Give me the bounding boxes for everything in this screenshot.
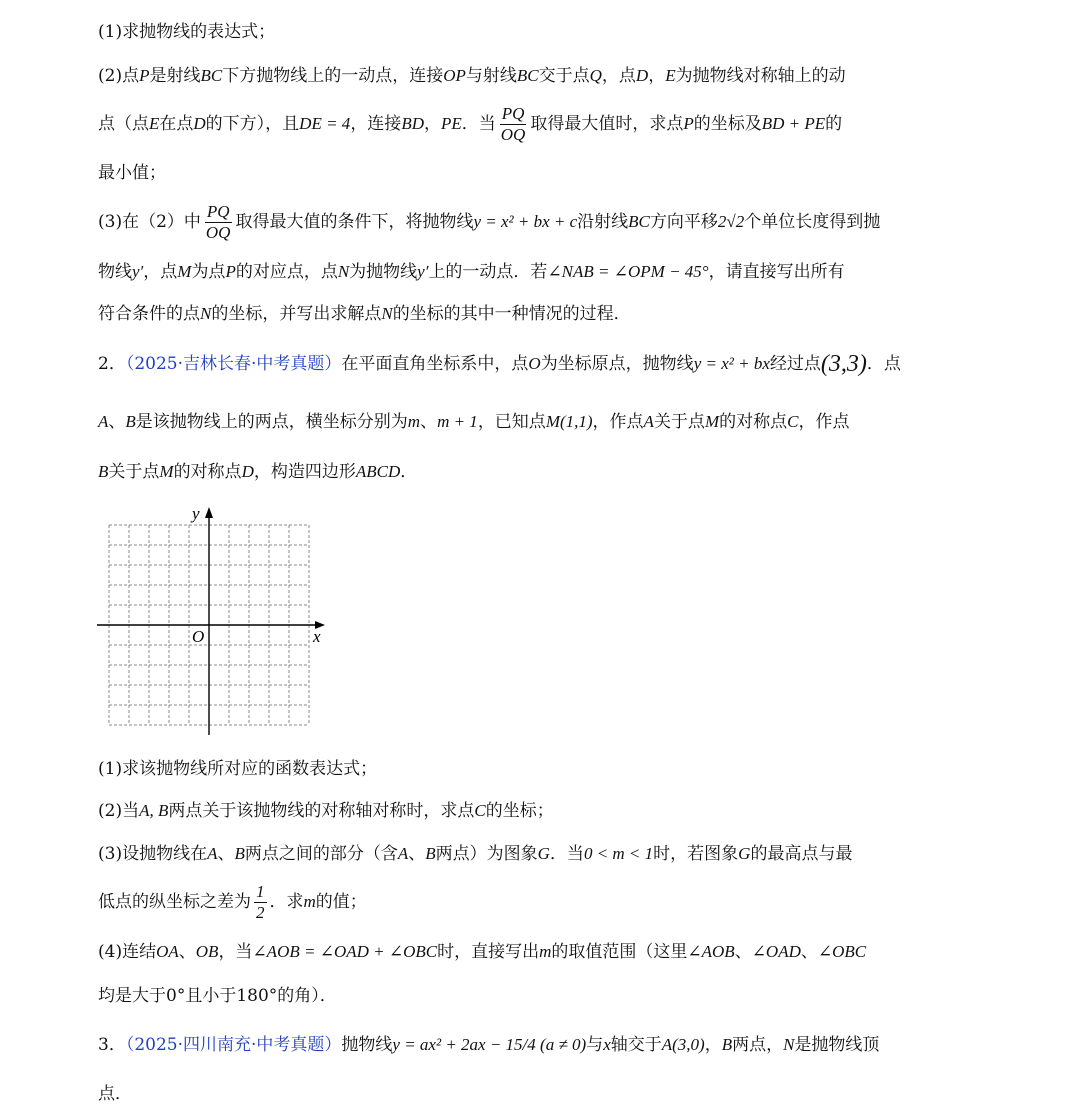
source-tag: （2025·吉林长春·中考真题）: [125, 354, 342, 374]
p1-q3-line2: 物线y′，点M为点P的对应点，点N为抛物线y′上的一动点．若∠NAB = ∠OPM − 45°，请直接写出所有: [98, 262, 845, 282]
p1-q2-line3: 最小值；: [98, 163, 166, 183]
p2-q1: (1)求该抛物线所对应的函数表达式；: [98, 759, 378, 779]
y-axis-arrow: [205, 507, 213, 518]
p1-q2-line1: (2)点P是射线BC下方抛物线上的一动点，连接OP与射线BC交于点Q，点D，E为抛物线对称轴上的动: [98, 66, 846, 86]
p2-q3-line1: (3)设抛物线在A、B两点之间的部分（含A、B两点）为图象G．当0 < m < 1时，若图象G的最高点与最: [98, 844, 853, 864]
p1-q1: (1)求抛物线的表达式；: [98, 22, 276, 42]
y-axis-label: y: [192, 505, 200, 523]
p2-q2: (2)当A, B两点关于该抛物线的对称轴对称时，求点C的坐标；: [98, 801, 554, 821]
p2-q4-line1: (4)连结OA、OB，当∠AOB = ∠OAD + ∠OBC时，直接写出m的取值范围（这里∠AOB、∠OAD、∠OBC: [98, 942, 867, 962]
p2-line1: 2．（2025·吉林长春·中考真题）在平面直角坐标系中，点O为坐标原点，抛物线y = x² + bx经过点(3,3)．点: [98, 351, 901, 377]
origin-label: O: [192, 627, 205, 646]
x-axis-label: x: [313, 627, 321, 646]
p3-line2: 点．: [98, 1084, 132, 1104]
p2-q3-line2: 低点的纵坐标之差为 $\frac{1}{2}$ ．求m的值；: [98, 882, 367, 922]
source-tag-2: （2025·四川南充·中考真题）: [125, 1035, 342, 1055]
p1-q3-line1: (3)在（2）中 $\frac{PQ}{OQ}$ 取得最大值的条件下，将抛物线y = x² + bx + c沿射线BC方向平移2√2个单位长度得到抛: [98, 202, 881, 242]
p3-line1: 3．（2025·四川南充·中考真题）抛物线y = ax² + 2ax − 15/4 (a ≠ 0)与x轴交于A(3,0)，B两点，N是抛物线顶: [98, 1035, 880, 1055]
p1-q3-line3: 符合条件的点N的坐标，并写出求解点N的坐标的其中一种情况的过程．: [98, 304, 631, 324]
coordinate-grid-figure: [95, 505, 335, 740]
fraction-pq-oq: $\frac{PQ}{OQ}$: [500, 104, 526, 144]
p2-line3: B关于点M的对称点D，构造四边形ABCD．: [98, 462, 418, 482]
p2-q4-line2: 均是大于0°且小于180°的角）．: [98, 986, 337, 1006]
fraction-half: $\frac{1}{2}$: [256, 882, 265, 922]
p1-q2-line2: 点（点E在点D的下方），且DE = 4，连接BD，PE．当 $\frac{PQ}{OQ}$ 取得最大值时，求点P的坐标及BD + PE的: [98, 104, 843, 144]
p2-line2: A、B是该抛物线上的两点，横坐标分别为m、m + 1，已知点M(1,1)，作点A关于点M的对称点C，作点: [98, 412, 850, 432]
fraction-pq-oq-2: $\frac{PQ}{OQ}$: [205, 202, 231, 242]
